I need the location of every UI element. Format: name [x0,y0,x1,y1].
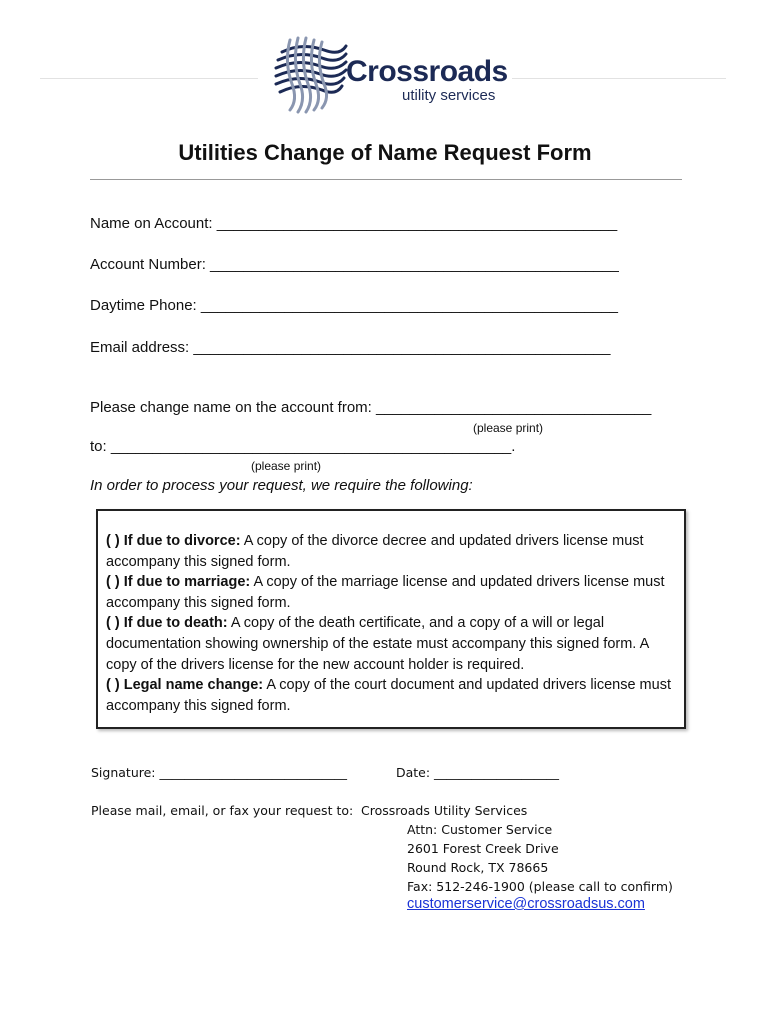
requirement-marriage: ( ) If due to marriage: A copy of the marriage license and updated drivers license must accompany this signed form. [106,574,665,611]
mail-instructions-label: Please mail, email, or fax your request to: [91,803,354,818]
requirement-death: ( ) If due to death: A copy of the death certificate, and a copy of a will or legal documentation showing ownership of the estate must accompany this signed form. A copy of the drivers license for the new account holder is required. [106,615,649,673]
crossroads-logo-icon [272,34,350,114]
mail-street: 2601 Forest Creek Drive [407,841,559,856]
title-divider [90,179,682,180]
mail-company: Crossroads Utility Services [361,803,528,818]
logo-subtitle: utility services [402,87,496,104]
to-print-hint: (please print) [251,459,322,473]
requirements-list [106,531,678,716]
requirements-box [96,509,686,729]
signature-field[interactable]: Signature: ______________________________ [91,765,347,780]
logo-wordmark: Crossroads [346,55,508,88]
page-title: Utilities Change of Name Request Form [178,140,592,165]
requirements-intro: In order to process your request, we require the following: [90,477,473,494]
mail-fax: Fax: 512-246-1900 (please call to confirm) [407,879,673,894]
customer-service-email-link[interactable]: customerservice@crossroadsus.com [407,896,645,912]
account-number-field[interactable]: Account Number: _________________________________________________ [90,256,619,273]
requirement-legal-name-change: ( ) Legal name change: A copy of the court document and updated drivers license must accompany this signed form. [106,677,671,714]
change-to-field[interactable]: to: ________________________________________________. [90,438,516,455]
mail-attn: Attn: Customer Service [407,822,553,837]
date-field[interactable]: Date: ____________________ [396,765,560,780]
header-rule-left [40,78,258,79]
email-address-field[interactable]: Email address: __________________________________________________ [90,339,611,356]
daytime-phone-field[interactable]: Daytime Phone: __________________________________________________ [90,297,619,314]
from-print-hint: (please print) [473,421,544,435]
change-from-field[interactable]: Please change name on the account from: _________________________________ [90,399,652,416]
header-rule-right [512,78,726,79]
name-on-account-field[interactable]: Name on Account: ________________________________________________ [90,215,618,232]
mail-city: Round Rock, TX 78665 [407,860,549,875]
requirement-divorce: ( ) If due to divorce: A copy of the divorce decree and updated drivers license must accompany this signed form. [106,533,644,570]
